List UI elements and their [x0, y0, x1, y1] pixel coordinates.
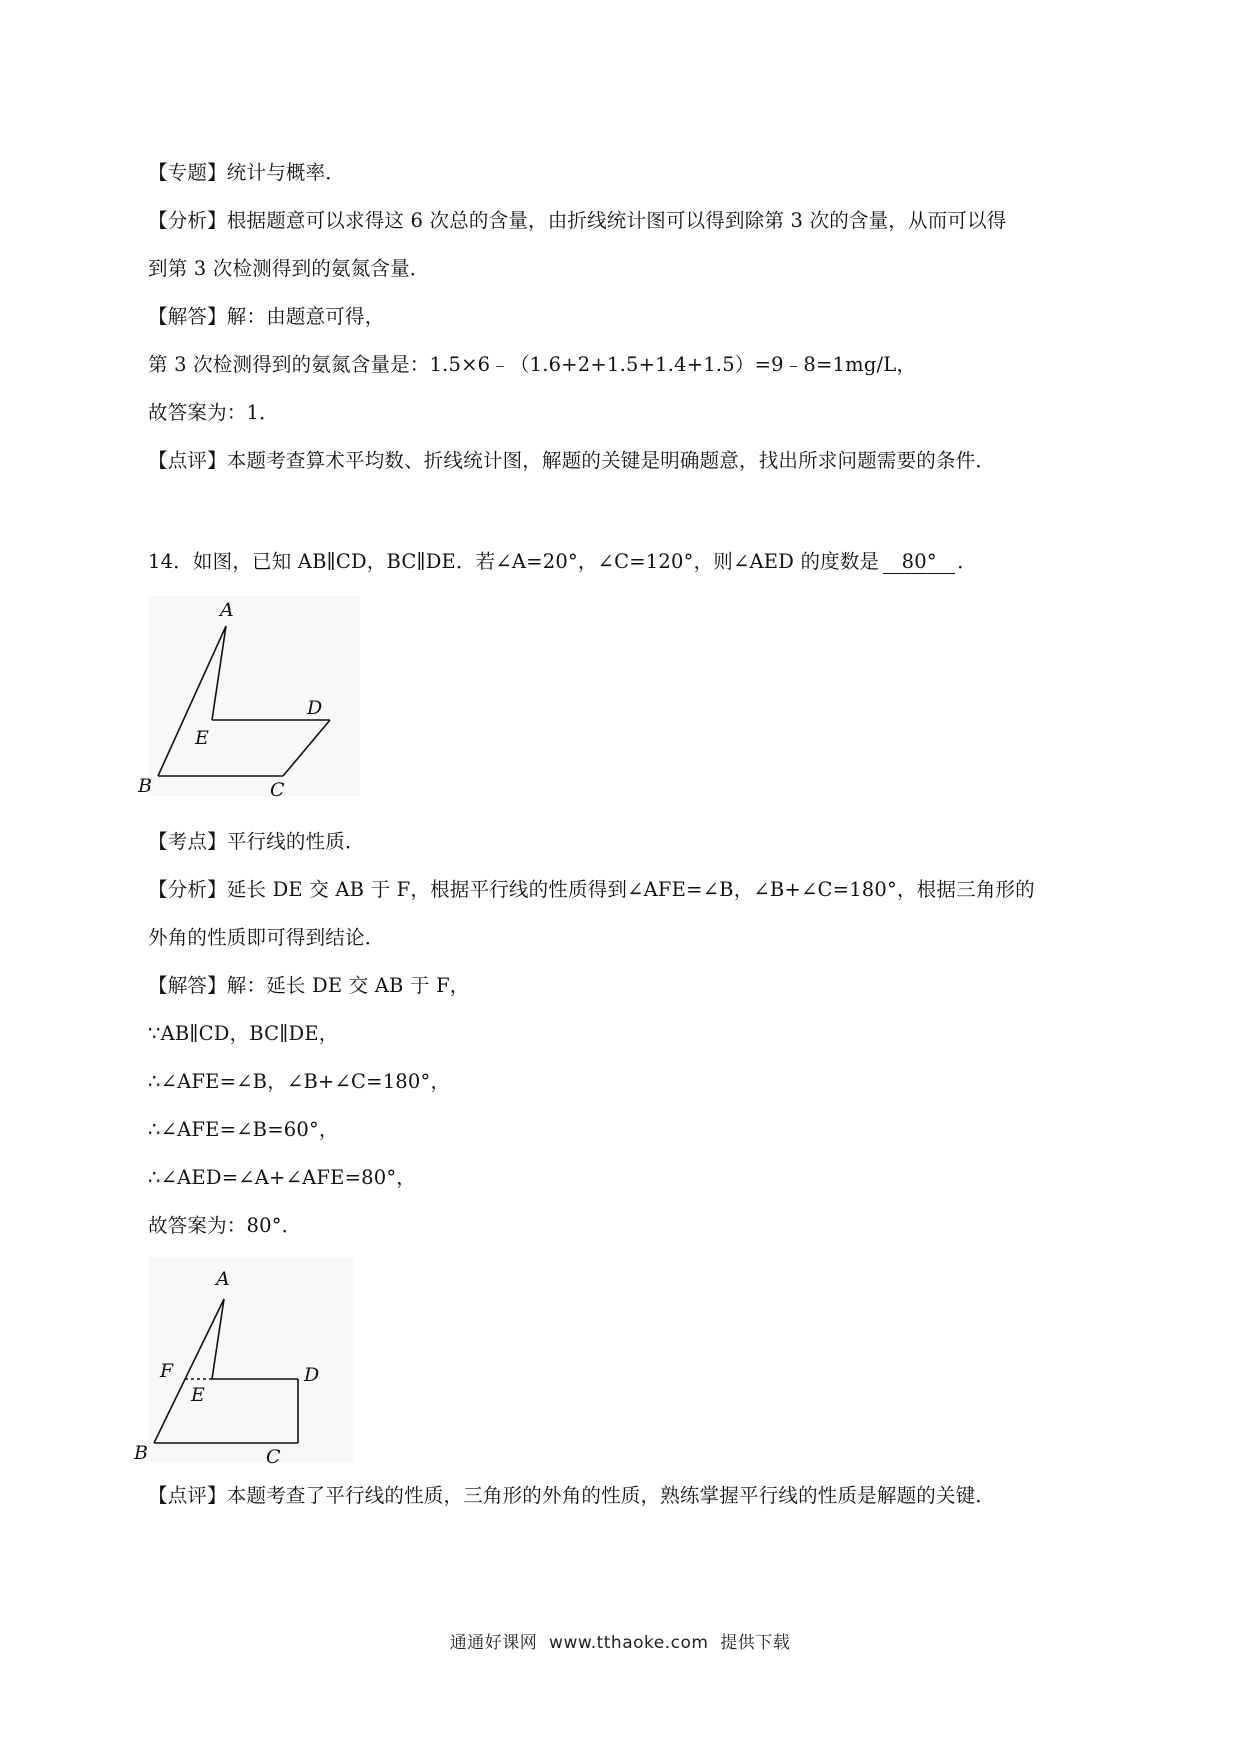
vertex-label-f: F	[160, 1360, 174, 1382]
question-stem-text: 14．如图，已知 AB∥CD，BC∥DE．若∠A=20°，∠C=120°，则∠AED 的度数是	[148, 550, 880, 573]
figure-2-svg	[134, 1257, 354, 1468]
vertex-label-a: A	[220, 599, 234, 621]
comment-14-line: 【点评】本题考查了平行线的性质，三角形的外角的性质，熟练掌握平行线的性质是解题的关键．	[148, 1484, 996, 1507]
question-14-stem	[148, 551, 977, 574]
vertex-label-c: C	[270, 779, 285, 801]
comment-line: 【点评】本题考查算术平均数、折线统计图，解题的关键是明确题意，找出所求问题需要的条件．	[148, 449, 996, 472]
solution-line: ∴∠AFE=∠B=60°，	[148, 1118, 339, 1141]
analysis-line-2: 到第 3 次检测得到的氨氮含量．	[148, 257, 430, 280]
figure-1-svg	[138, 596, 360, 801]
vertex-label-a: A	[216, 1268, 230, 1290]
question-stem-end: ．	[957, 550, 977, 573]
topic-line: 【专题】统计与概率．	[148, 161, 346, 184]
figure-2	[134, 1257, 354, 1468]
solution-line: ∴∠AED=∠A+∠AFE=80°，	[148, 1166, 416, 1189]
analysis-line-1: 【分析】根据题意可以求得这 6 次总的含量，由折线统计图可以得到除第 3 次的含量，从而可以得	[148, 209, 1007, 232]
vertex-label-b: B	[138, 775, 152, 797]
solution-line: 【解答】解：延长 DE 交 AB 于 F，	[148, 974, 470, 997]
vertex-label-c: C	[266, 1446, 281, 1468]
analysis-14-line-2: 外角的性质即可得到结论．	[148, 926, 385, 949]
solution-line: ∴∠AFE=∠B，∠B+∠C=180°，	[148, 1070, 451, 1093]
vertex-label-b: B	[134, 1442, 148, 1464]
vertex-label-d: D	[307, 697, 323, 719]
figure-1	[138, 596, 360, 801]
footer-text: 通通好课网 www.tthaoke.com 提供下载	[449, 1633, 791, 1653]
solution-calc: 第 3 次检测得到的氨氮含量是：1.5×6﹣（1.6+2+1.5+1.4+1.5）=9﹣8=1mg/L，	[148, 353, 917, 376]
answer-blank: 80°	[883, 551, 955, 574]
answer-line: 故答案为：1．	[148, 401, 279, 424]
solution-line: ∵AB∥CD，BC∥DE，	[148, 1022, 339, 1045]
vertex-label-e: E	[195, 727, 209, 749]
segment-ab	[158, 626, 226, 776]
vertex-label-d: D	[304, 1364, 320, 1386]
segment-dc	[283, 720, 330, 776]
analysis-14-line-1: 【分析】延长 DE 交 AB 于 F，根据平行线的性质得到∠AFE=∠B，∠B+∠C=180°，根据三角形的	[148, 878, 1035, 901]
knowledge-point: 【考点】平行线的性质．	[148, 830, 365, 853]
vertex-label-e: E	[191, 1384, 205, 1406]
solution-intro: 【解答】解：由题意可得，	[148, 305, 385, 328]
solution-line: 故答案为：80°．	[148, 1214, 302, 1237]
